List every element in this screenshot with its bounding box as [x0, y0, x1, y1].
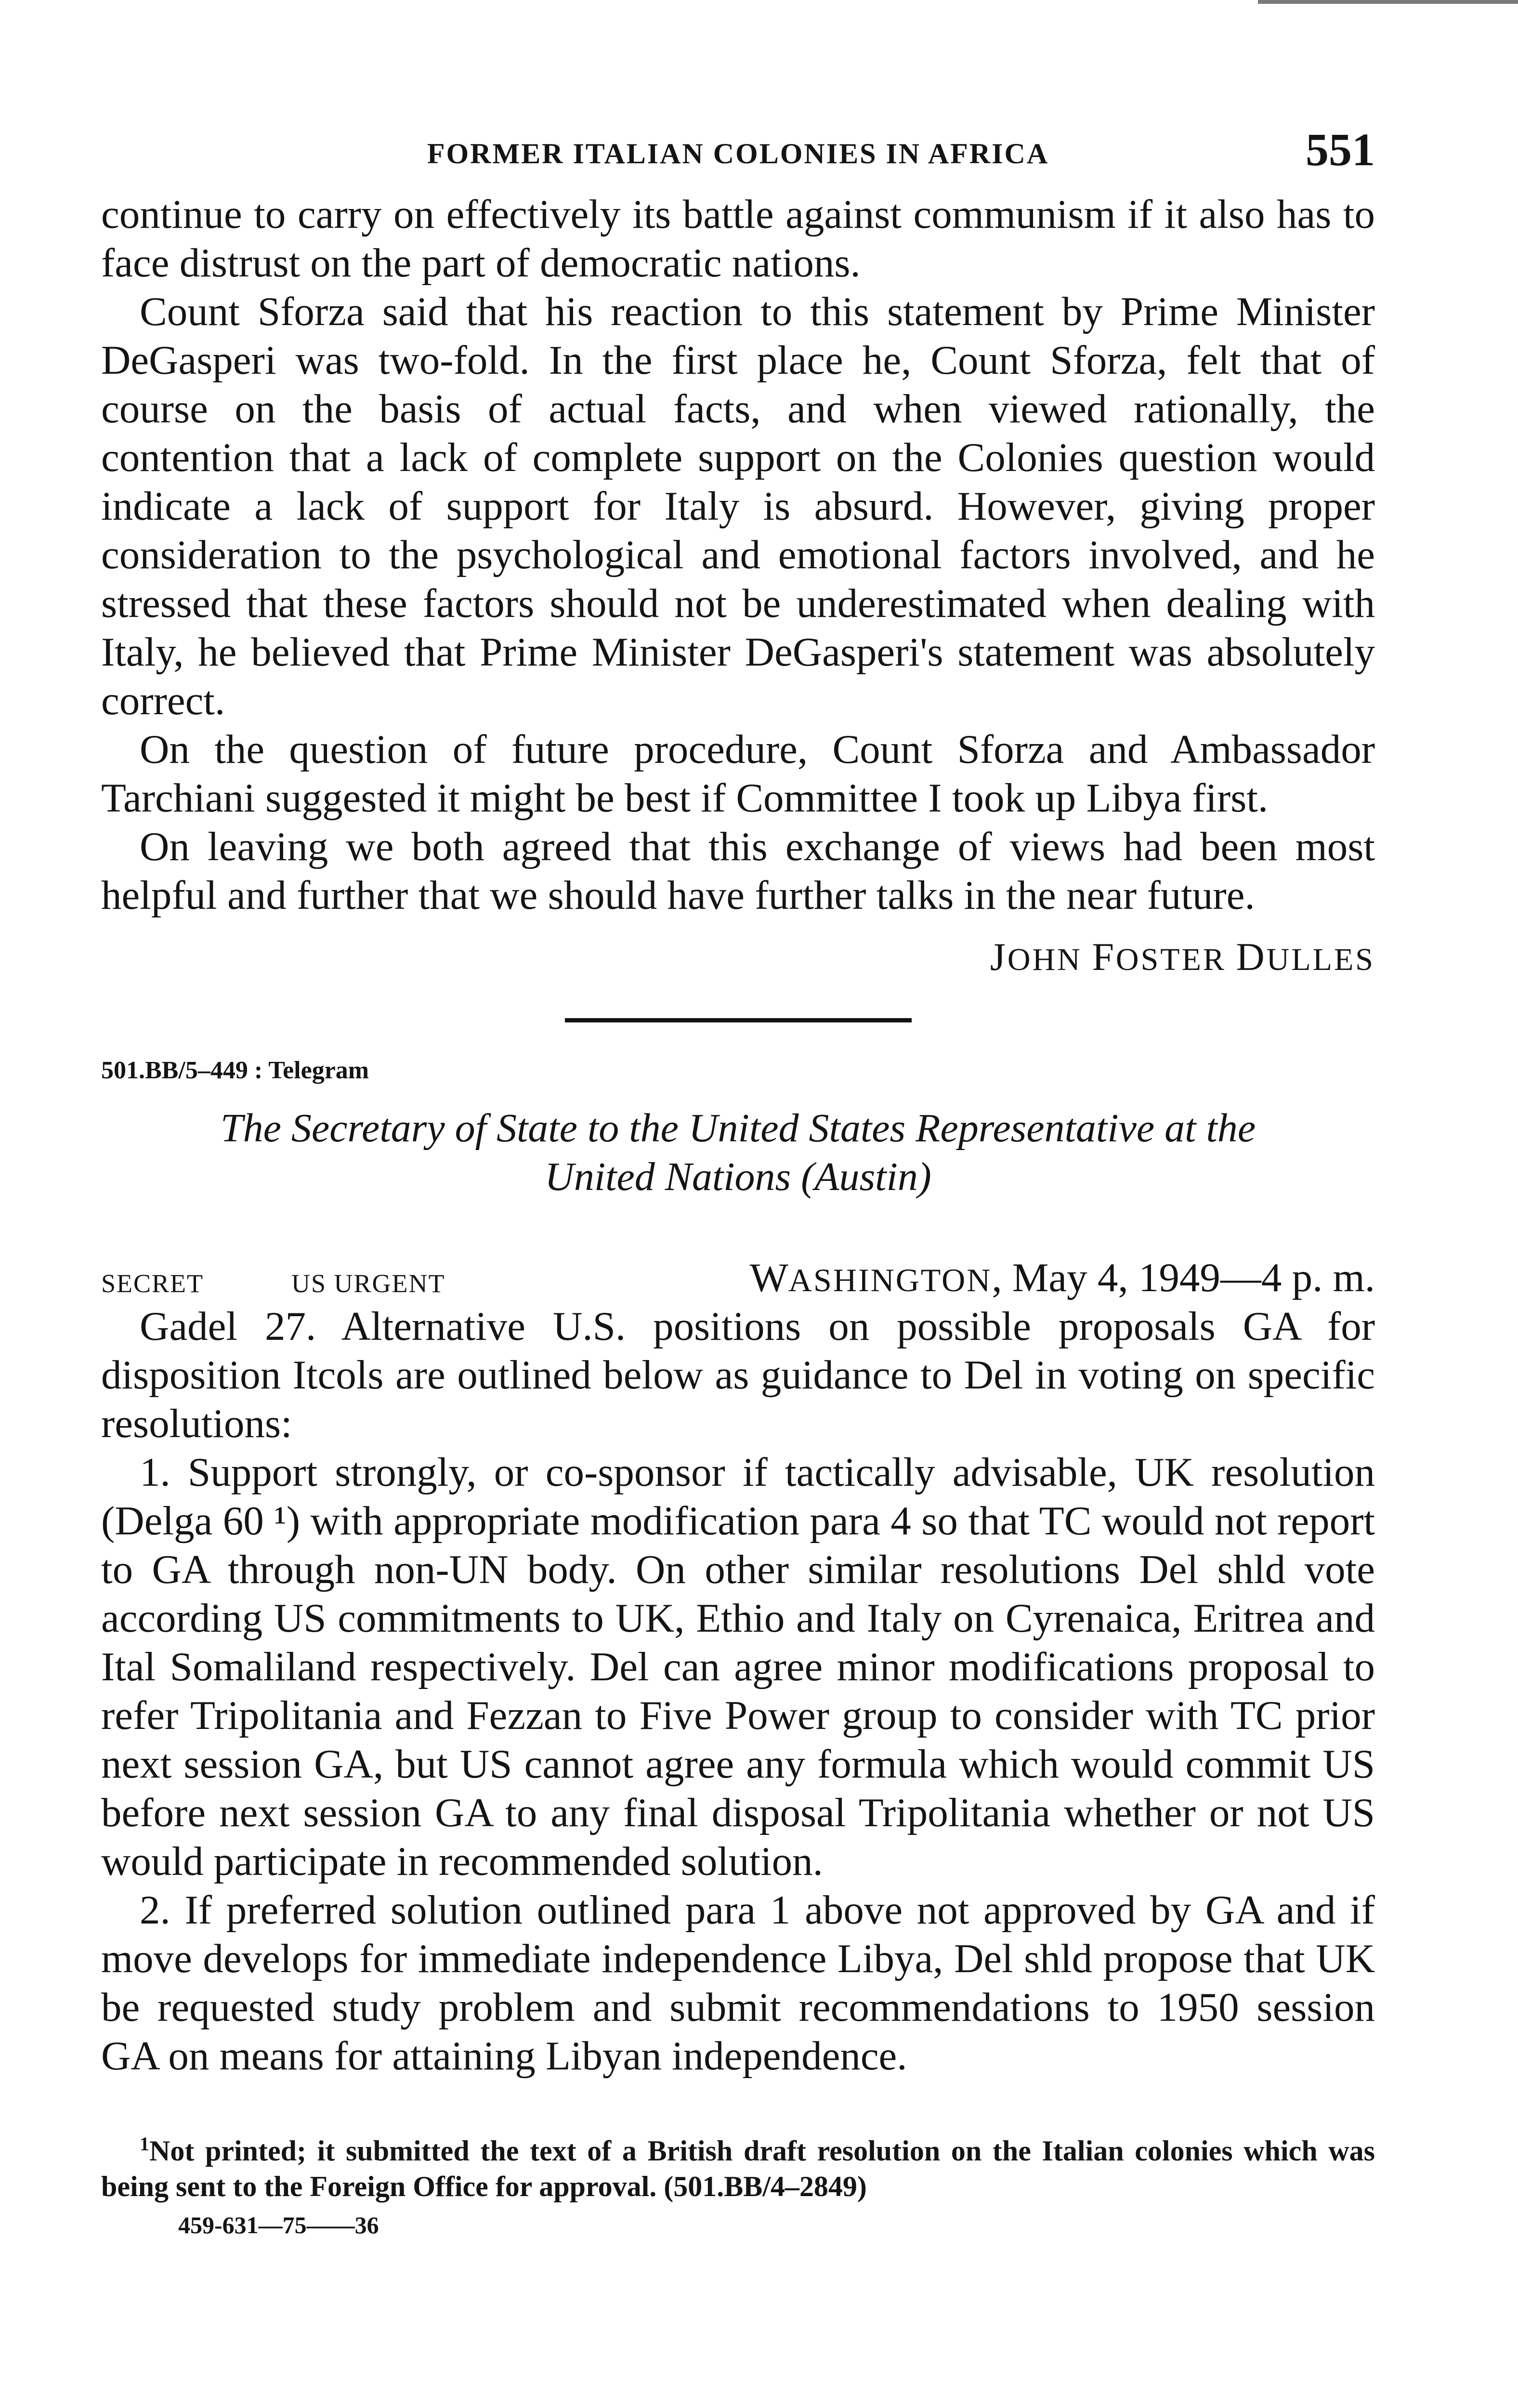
paragraph: On leaving we both agreed that this exchange of views had been most helpful and further that we should have further talks in the near future.	[101, 824, 1375, 918]
paragraph: 1. Support strongly, or co-sponsor if tactically advisable, UK resolution (Delga 60 ¹) with appropriate modification para 4 so that TC would not report to GA through non-UN body. On other similar resolutions Del shld vote according US commitments to UK, Ethio and Italy on Cyrenaica, Eritrea and Ital Somaliland respectively. Del can agree minor modifications proposal to refer Tripolitania and Fezzan to Five Power group to consider with TC prior next session GA, but US cannot agree any formula which would commit US before next session GA to any final disposal Tripolitania whether or not US would participate in recommended solution.	[101, 1450, 1375, 1884]
telegram-body	[101, 1302, 1375, 2081]
urgency: US URGENT	[291, 1269, 445, 1298]
paragraph: Count Sforza said that his reaction to this statement by Prime Minister DeGasperi was two-fold. In the first place he, Count Sforza, felt that of course on the basis of actual facts, and when viewed rationally, the contention that a lack of complete support on the Colonies question would indicate a lack of support for Italy is absurd. However, giving proper consideration to the psychological and emotional factors involved, and he stressed that these factors should not be underestimated when dealing with Italy, he believed that Prime Minister DeGasperi's statement was absolutely correct.	[101, 289, 1375, 723]
footnote: $^1$Not printed; it submitted the text of a British draft resolution on the Italian colonies which was being sent to the Foreign Office for approval. (501.BB/4–2849)	[101, 2133, 1375, 2202]
signature: JOHN FOSTER DULLES	[990, 935, 1375, 979]
classification: SECRET	[101, 1269, 204, 1298]
paragraph: On the question of future procedure, Count Sforza and Ambassador Tarchiani suggested it might be best if Committee I took up Libya first.	[101, 727, 1375, 821]
print-code: 459-631—75——36	[178, 2212, 379, 2238]
section-divider	[565, 1018, 912, 1022]
document-title	[101, 1104, 1375, 1201]
document-title-line: United Nations (Austin)	[545, 1154, 931, 1199]
running-head: FORMER ITALIAN COLONIES IN AFRICA	[427, 138, 1049, 170]
book-page	[101, 123, 1375, 2239]
document-reference: 501.BB/5–449 : Telegram	[101, 1057, 369, 1084]
memo-continuation	[101, 190, 1375, 920]
page-number: 551	[1306, 124, 1375, 175]
scan-edge-mark	[1258, 0, 1518, 4]
footnotes	[101, 2126, 1375, 2239]
page-header	[101, 123, 1375, 190]
classification-line	[101, 1254, 1375, 1302]
document-title-line: The Secretary of State to the United States Representative at the	[220, 1106, 1256, 1151]
paragraph: 2. If preferred solution outlined para 1 above not approved by GA and if move develops for immediate independence Libya, Del shld propose that UK be requested study problem and submit recommendations to 1950 session GA on means for attaining Libyan independence.	[101, 1887, 1375, 2079]
paragraph: continue to carry on effectively its battle against communism if it also has to face distrust on the part of democratic nations.	[101, 192, 1375, 286]
dateline: WASHINGTON, May 4, 1949—4 p. m.	[749, 1255, 1375, 1300]
paragraph: Gadel 27. Alternative U.S. positions on possible proposals GA for disposition Itcols are outlined below as guidance to Del in voting on specific resolutions:	[101, 1304, 1375, 1446]
footnote-marker: 1	[140, 2133, 149, 2155]
